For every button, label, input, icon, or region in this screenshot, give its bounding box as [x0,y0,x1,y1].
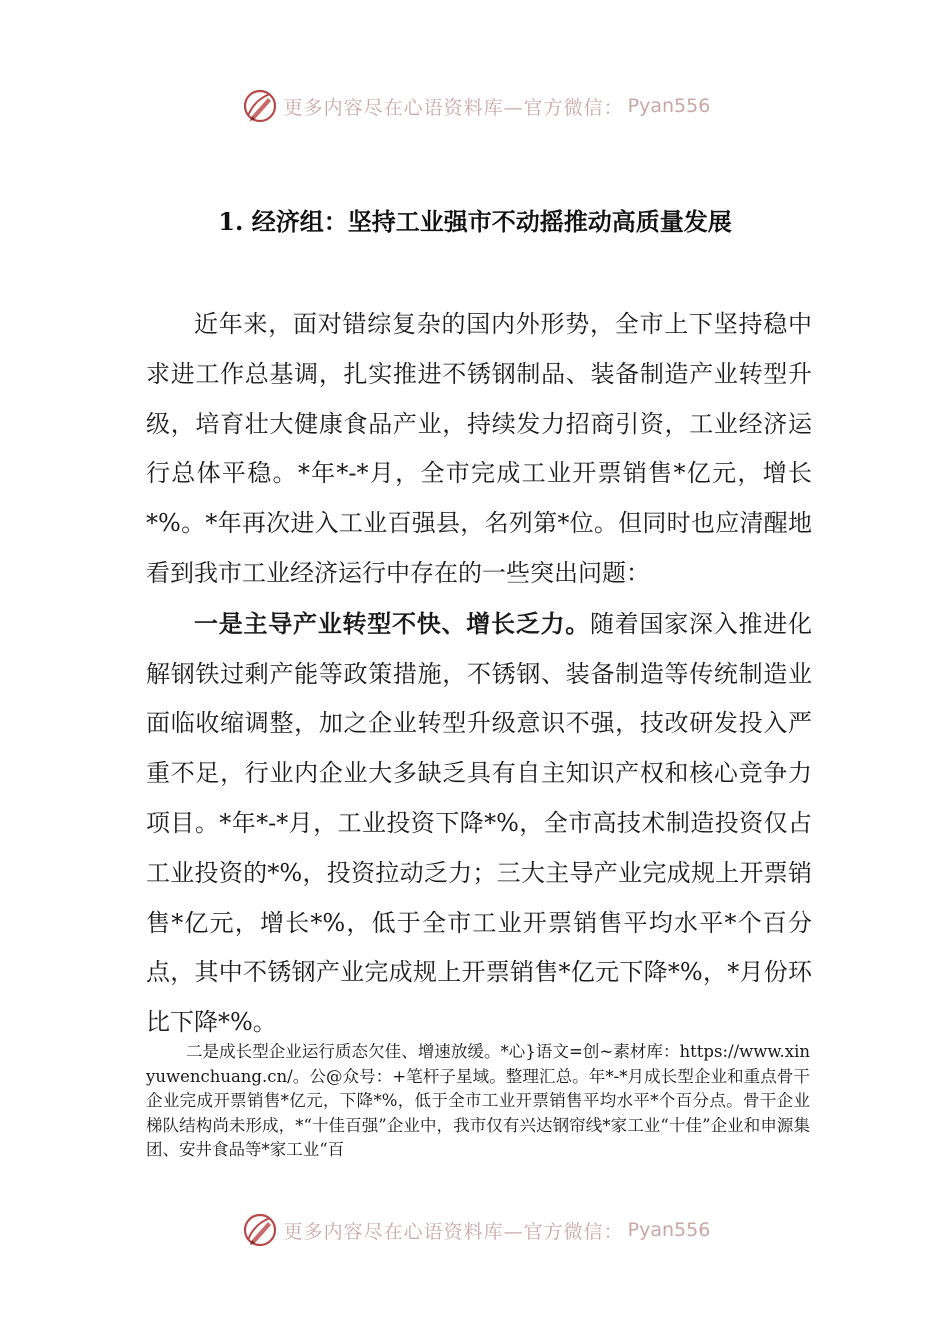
watermark-text: 更多内容尽在心语资料库—官方微信： [283,1220,624,1243]
watermark-text: 更多内容尽在心语资料库—官方微信： [283,96,624,119]
watermark-header [0,86,950,126]
watermark-wechat-id: Pyan556 [627,95,711,117]
pen-logo-icon [240,1210,280,1250]
paragraph-intro: 近年来，面对错综复杂的国内外形势，全市上下坚持稳中求进工作总基调，扎实推进不锈钢制品、装备制造产业转型升级，培育壮大健康食品产业，持续发力招商引资，工业经济运行总体平稳。*年*-*月，全市完成工业开票销售*亿元，增长*%。*年再次进入工业百强县，名列第*位。但同时也应清醒地看到我市工业经济运行中存在的一些突出问题： [146,310,812,587]
paragraph-problem-two: 二是成长型企业运行质态欠佳、增速放缓。*心}语文=创~素材库：https://www.xinyuwenchuang.cn/。公@众号：+笔杆子星域。整理汇总。年*-*月成长型企业和重点骨干企业完成开票销售*亿元，下降*%，低于全市工业开票销售平均水平*个百分点。骨干企业梯队结构尚未形成，*“十佳百强”企业中，我市仅有兴达钢帘线*家工业“十佳”企业和申源集团、安井食品等*家工业“百 [146,1042,810,1160]
paragraph-problem-one-heading: 一是主导产业转型不快、增长乏力。 [194,608,590,638]
document-title: 1. 经济组：坚持工业强市不动摇推动高质量发展 [218,207,732,236]
watermark-footer [0,1210,950,1250]
pen-logo-icon [240,86,280,126]
watermark-wechat-id: Pyan556 [627,1219,711,1241]
paragraph-problem-one-text: 随着国家深入推进化解钢铁过剩产能等政策措施，不锈钢、装备制造等传统制造业面临收缩调整，加之企业转型升级意识不强，技改研发投入严重不足，行业内企业大多缺乏具有自主知识产权和核心竞争力项目。*年*-*月，工业投资下降*%，全市高技术制造投资仅占工业投资的*%，投资拉动乏力；三大主导产业完成规上开票销售*亿元，增长*%，低于全市工业开票销售平均水平*个百分点，其中不锈钢产业完成规上开票销售*亿元下降*%，*月份环比下降*%。 [146,609,812,1037]
document-body [146,300,812,1048]
paragraph-problem-one [146,599,812,1048]
